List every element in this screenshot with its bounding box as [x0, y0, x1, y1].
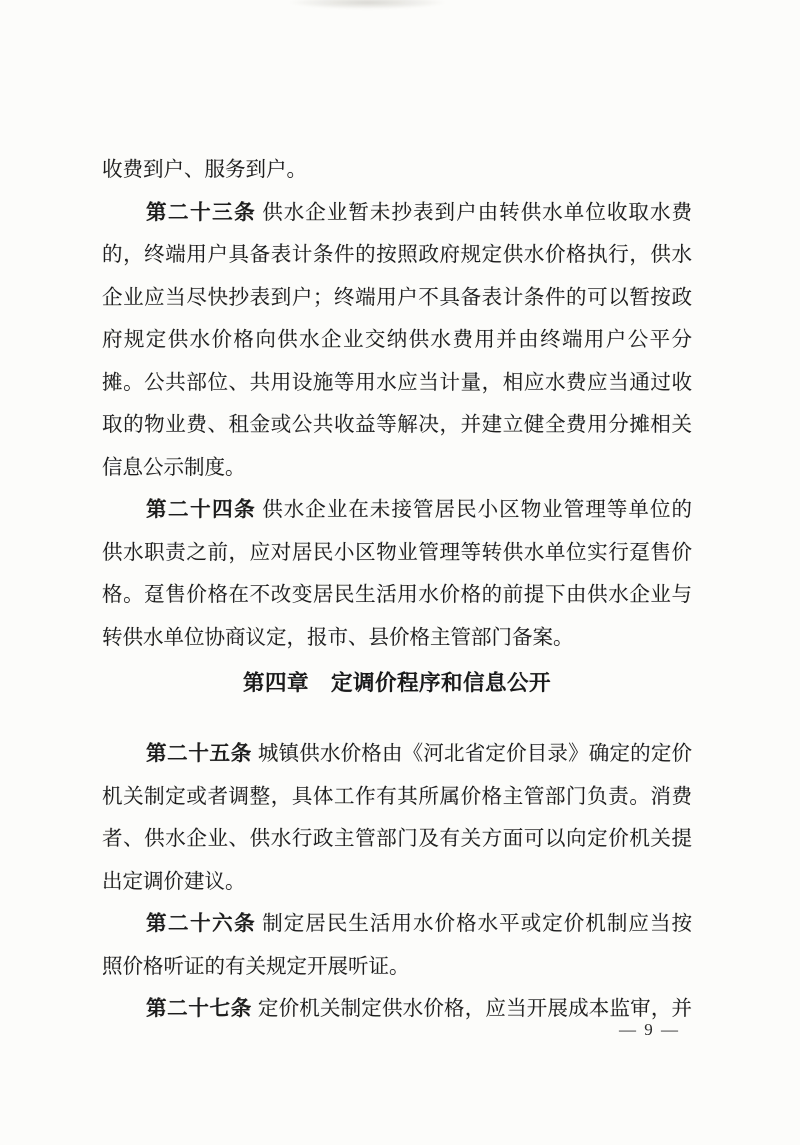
text-line — [102, 532, 692, 575]
line-text: 供水企业在未接管居民小区物业管理等单位的 — [262, 499, 692, 521]
line-text: 信息公示制度。 — [102, 456, 246, 479]
line-text: 者、供水企业、供水行政主管部门及有关方面可以向定价机关提 — [102, 828, 692, 850]
text-line — [102, 447, 692, 490]
line-text: 格。趸售价格在不改变居民生活用水价格的前提下由供水企业与 — [102, 584, 692, 606]
line-text: 的，终端用户具备表计条件的按照政府规定供水价格执行，供水 — [102, 244, 692, 266]
scan-artifact — [290, 0, 445, 9]
text-line — [102, 733, 692, 776]
text-line — [102, 861, 692, 904]
chapter-heading: 第四章 定调价程序和信息公开 — [242, 671, 551, 695]
line-text: 府规定供水价格向供水企业交纳供水费用并由终端用户公平分 — [102, 329, 692, 351]
line-text: 照价格听证的有关规定开展听证。 — [102, 955, 410, 978]
article-number: 第二十七条 — [146, 998, 252, 1020]
line-text: 取的物业费、租金或公共收益等解决，并建立健全费用分摊相关 — [102, 414, 692, 436]
line-text: 制定居民生活用水价格水平或定价机制应当按 — [262, 913, 692, 935]
article-number: 第二十四条 — [146, 499, 257, 521]
line-text: 出定调价建议。 — [102, 870, 246, 893]
text-line — [102, 277, 692, 320]
text-line — [102, 776, 692, 819]
line-text: 收费到户、服务到户。 — [102, 159, 307, 181]
text-line — [102, 988, 692, 1031]
line-text: 供水职责之前，应对居民小区物业管理等转供水单位实行趸售价 — [102, 541, 692, 564]
line-text: 城镇供水价格由《河北省定价目录》确定的定价 — [257, 743, 692, 765]
text-line — [102, 946, 692, 989]
line-text: 供水企业暂未抄表到户由转供水单位收取水费 — [262, 201, 692, 224]
text-line — [102, 617, 692, 660]
text-line — [102, 404, 692, 447]
text-line — [102, 818, 692, 861]
text-line — [102, 149, 692, 192]
text-line — [102, 192, 692, 235]
line-text: 机关制定或者调整，具体工作有其所属价格主管部门负责。消费 — [102, 785, 692, 808]
article-number: 第二十五条 — [146, 743, 252, 765]
article-number: 第二十六条 — [146, 913, 257, 935]
document-body — [102, 149, 692, 1031]
text-line — [102, 489, 692, 532]
text-line — [102, 574, 692, 617]
line-text: 企业应当尽快抄表到户；终端用户不具备表计条件的可以暂按政 — [102, 286, 692, 309]
text-line — [102, 903, 692, 946]
line-text: 转供水单位协商议定，报市、县价格主管部门备案。 — [102, 626, 574, 649]
line-text: 摊。公共部位、共用设施等用水应当计量，相应水费应当通过收 — [102, 371, 692, 394]
page-number: — 9 — — [619, 1020, 680, 1039]
text-line — [102, 362, 692, 405]
text-line — [102, 234, 692, 277]
text-line — [102, 319, 692, 362]
line-text: 定价机关制定供水价格，应当开展成本监审，并 — [257, 998, 692, 1020]
article-number: 第二十三条 — [146, 201, 257, 224]
